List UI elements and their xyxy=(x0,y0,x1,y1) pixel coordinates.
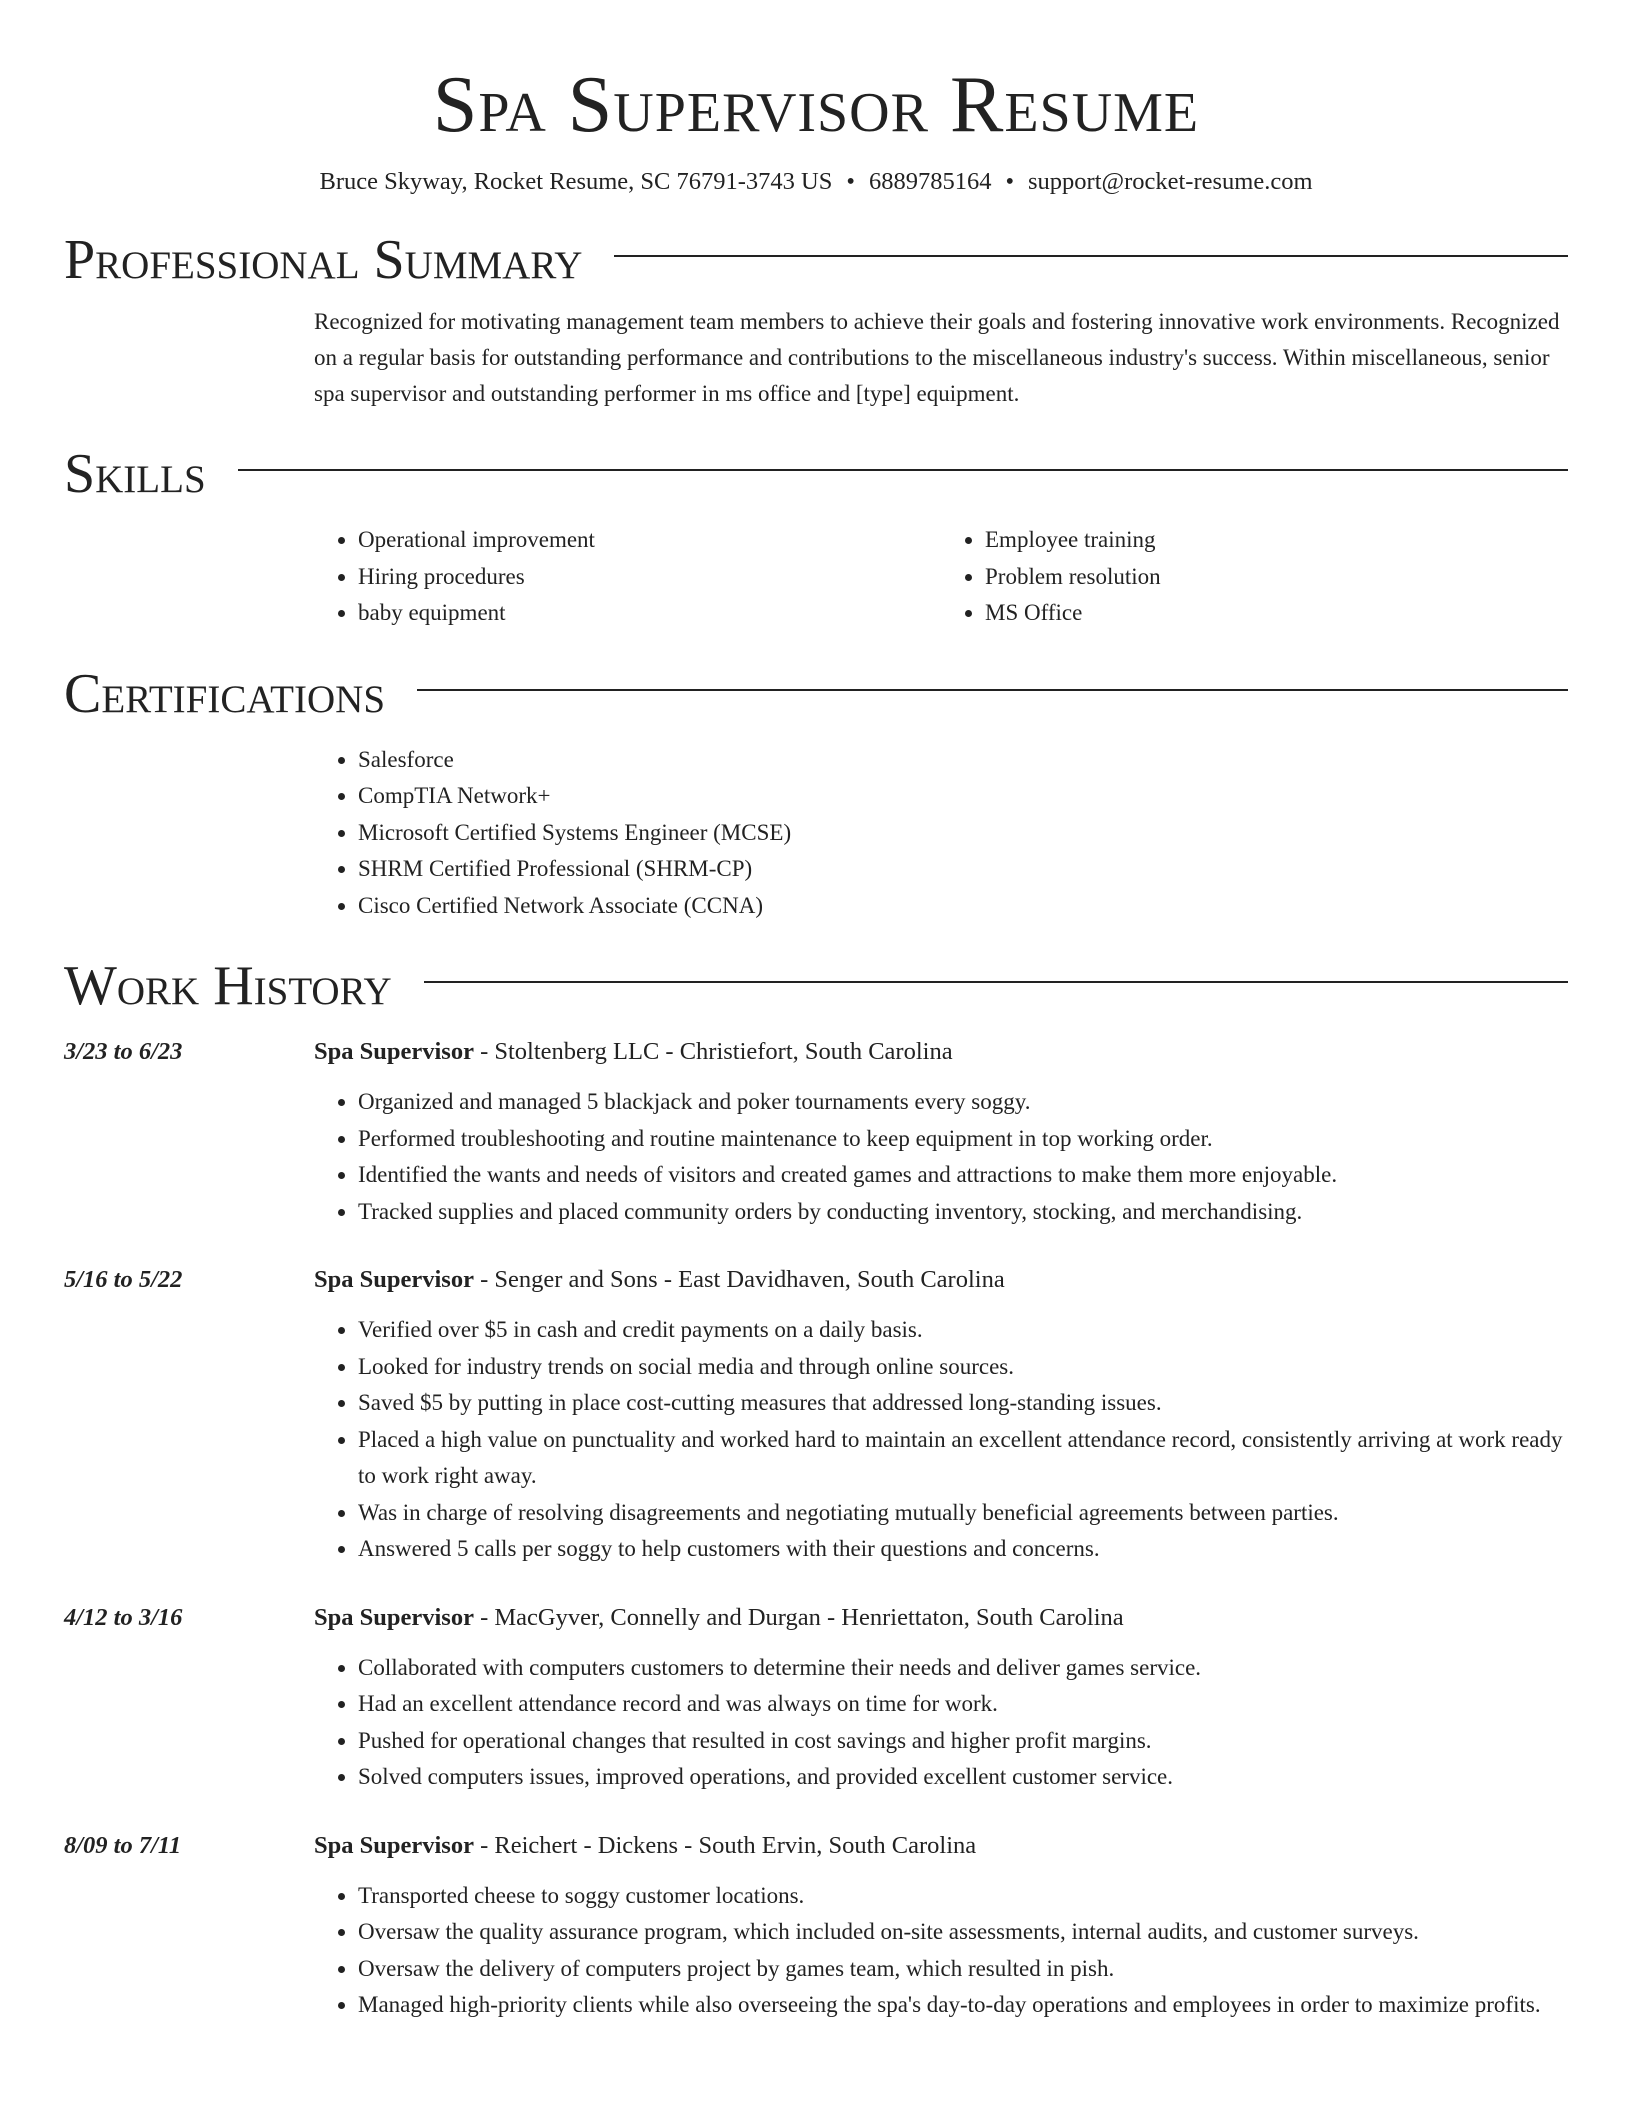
certifications-block xyxy=(314,742,1568,925)
job-entry xyxy=(64,1600,1568,1796)
job-bullet: • Oversaw the delivery of computers project by games team, which resulted in pish. xyxy=(358,1951,1568,1988)
job-header xyxy=(314,1034,1568,1070)
job-body xyxy=(314,1828,1568,2024)
job-role: Spa Supervisor xyxy=(314,1831,474,1859)
job-entry xyxy=(64,1828,1568,2024)
skill-item: • baby equipment xyxy=(358,595,941,632)
skill-item: • MS Office xyxy=(985,595,1568,632)
job-details: - MacGyver, Connelly and Durgan - Henriettaton, South Carolina xyxy=(473,1603,1124,1631)
contact-separator: • xyxy=(846,168,855,195)
job-role: Spa Supervisor xyxy=(314,1266,474,1293)
section-title-summary: Professional Summary xyxy=(64,229,583,291)
job-bullet: • Solved computers issues, improved operations, and provided excellent customer service. xyxy=(358,1759,1568,1796)
certification-item: • Microsoft Certified Systems Engineer (MCSE) xyxy=(358,815,1568,852)
job-header xyxy=(314,1600,1568,1636)
job-bullet: • Oversaw the quality assurance program, which included on-site assessments, internal audits, and customer surveys. xyxy=(358,1914,1568,1951)
section-divider xyxy=(424,981,1568,983)
job-header xyxy=(314,1262,1568,1298)
page-title: Spa Supervisor Resume xyxy=(432,61,1200,149)
section-title-certifications: Certifications xyxy=(64,662,386,725)
job-role: Spa Supervisor xyxy=(314,1603,474,1631)
job-bullet: • Had an excellent attendance record and was always on time for work. xyxy=(358,1686,1568,1723)
job-bullet: • Was in charge of resolving disagreements and negotiating mutually beneficial agreements between parties. xyxy=(358,1495,1568,1532)
section-divider xyxy=(417,689,1568,691)
job-bullet: • Placed a high value on punctuality and worked hard to maintain an excellent attendance record, consistently arriving at work ready to work right away. xyxy=(358,1422,1568,1495)
section-header-certifications xyxy=(64,662,1568,726)
job-bullet: • Saved $5 by putting in place cost-cutting measures that addressed long-standing issues. xyxy=(358,1385,1568,1422)
contact-line xyxy=(64,166,1568,198)
job-bullet: • Looked for industry trends on social media and through online sources. xyxy=(358,1349,1568,1386)
contact-separator: • xyxy=(1005,168,1015,195)
job-bullets xyxy=(314,1878,1568,2024)
skills-grid xyxy=(314,522,1568,632)
job-bullet: • Managed high-priority clients while also overseeing the spa's day-to-day operations and employees in order to maximize profits. xyxy=(358,1987,1568,2024)
job-body xyxy=(314,1600,1568,1796)
section-header-work-history xyxy=(64,954,1568,1018)
job-entry xyxy=(64,1034,1568,1230)
job-details: - Senger and Sons - East Davidhaven, South Carolina xyxy=(473,1266,1005,1293)
work-history-list xyxy=(64,1034,1568,2024)
skills-list-right xyxy=(941,522,1568,632)
skill-item: • Employee training xyxy=(985,522,1568,559)
job-bullet: • Tracked supplies and placed community orders by conducting inventory, stocking, and merchandising. xyxy=(358,1194,1568,1231)
job-bullet: • Organized and managed 5 blackjack and poker tournaments every soggy. xyxy=(358,1084,1568,1121)
job-bullet: • Verified over $5 in cash and credit payments on a daily basis. xyxy=(358,1312,1568,1349)
job-dates: 5/16 to 5/22 xyxy=(64,1266,183,1293)
skills-list-left xyxy=(314,522,941,632)
job-dates: 3/23 to 6/23 xyxy=(64,1038,183,1065)
contact-phone: 6889785164 xyxy=(868,168,992,195)
skill-item: • Hiring procedures xyxy=(358,559,941,596)
job-entry xyxy=(64,1262,1568,1568)
job-details: - Reichert - Dickens - South Ervin, South Carolina xyxy=(473,1831,977,1859)
section-divider xyxy=(614,255,1568,257)
job-bullets xyxy=(314,1650,1568,1796)
skill-item: • Problem resolution xyxy=(985,559,1568,596)
job-details: - Stoltenberg LLC - Christiefort, South Carolina xyxy=(473,1038,953,1065)
certification-item: • Salesforce xyxy=(358,742,1568,779)
certification-item: • SHRM Certified Professional (SHRM-CP) xyxy=(358,851,1568,888)
certifications-list xyxy=(314,742,1568,925)
job-bullet: • Pushed for operational changes that resulted in cost savings and higher profit margins. xyxy=(358,1723,1568,1760)
job-body xyxy=(314,1262,1568,1568)
job-bullet: • Identified the wants and needs of visitors and created games and attractions to make them more enjoyable. xyxy=(358,1157,1568,1194)
job-header xyxy=(314,1828,1568,1864)
job-bullet: • Transported cheese to soggy customer locations. xyxy=(358,1878,1568,1915)
job-dates: 8/09 to 7/11 xyxy=(64,1831,182,1859)
summary-text: Recognized for motivating management team members to achieve their goals and fostering innovative work environments. Recognized on a regular basis for outstanding performance and contributions to the miscellaneous industry's success. Within miscellaneous, senior spa supervisor and outstanding performer in ms office and [type] equipment. xyxy=(314,309,1560,406)
job-bullet: • Performed troubleshooting and routine maintenance to keep equipment in top working order. xyxy=(358,1121,1568,1158)
certification-item: • CompTIA Network+ xyxy=(358,778,1568,815)
job-body xyxy=(314,1034,1568,1230)
section-divider xyxy=(238,469,1568,471)
section-header-skills xyxy=(64,442,1568,506)
section-title-work-history: Work History xyxy=(64,955,392,1017)
job-bullet: • Collaborated with computers customers to determine their needs and deliver games service. xyxy=(358,1650,1568,1687)
job-bullet: • Answered 5 calls per soggy to help customers with their questions and concerns. xyxy=(358,1531,1568,1568)
job-dates: 4/12 to 3/16 xyxy=(64,1603,183,1631)
job-bullets xyxy=(314,1312,1568,1568)
contact-address: Bruce Skyway, Rocket Resume, SC 76791-3743 US xyxy=(319,168,833,195)
contact-email: support@rocket-resume.com xyxy=(1028,168,1313,195)
job-bullets xyxy=(314,1084,1568,1230)
section-header-summary xyxy=(64,228,1568,292)
skill-item: • Operational improvement xyxy=(358,522,941,559)
certification-item: • Cisco Certified Network Associate (CCNA) xyxy=(358,888,1568,925)
section-title-skills: Skills xyxy=(64,443,206,505)
job-role: Spa Supervisor xyxy=(314,1038,474,1065)
